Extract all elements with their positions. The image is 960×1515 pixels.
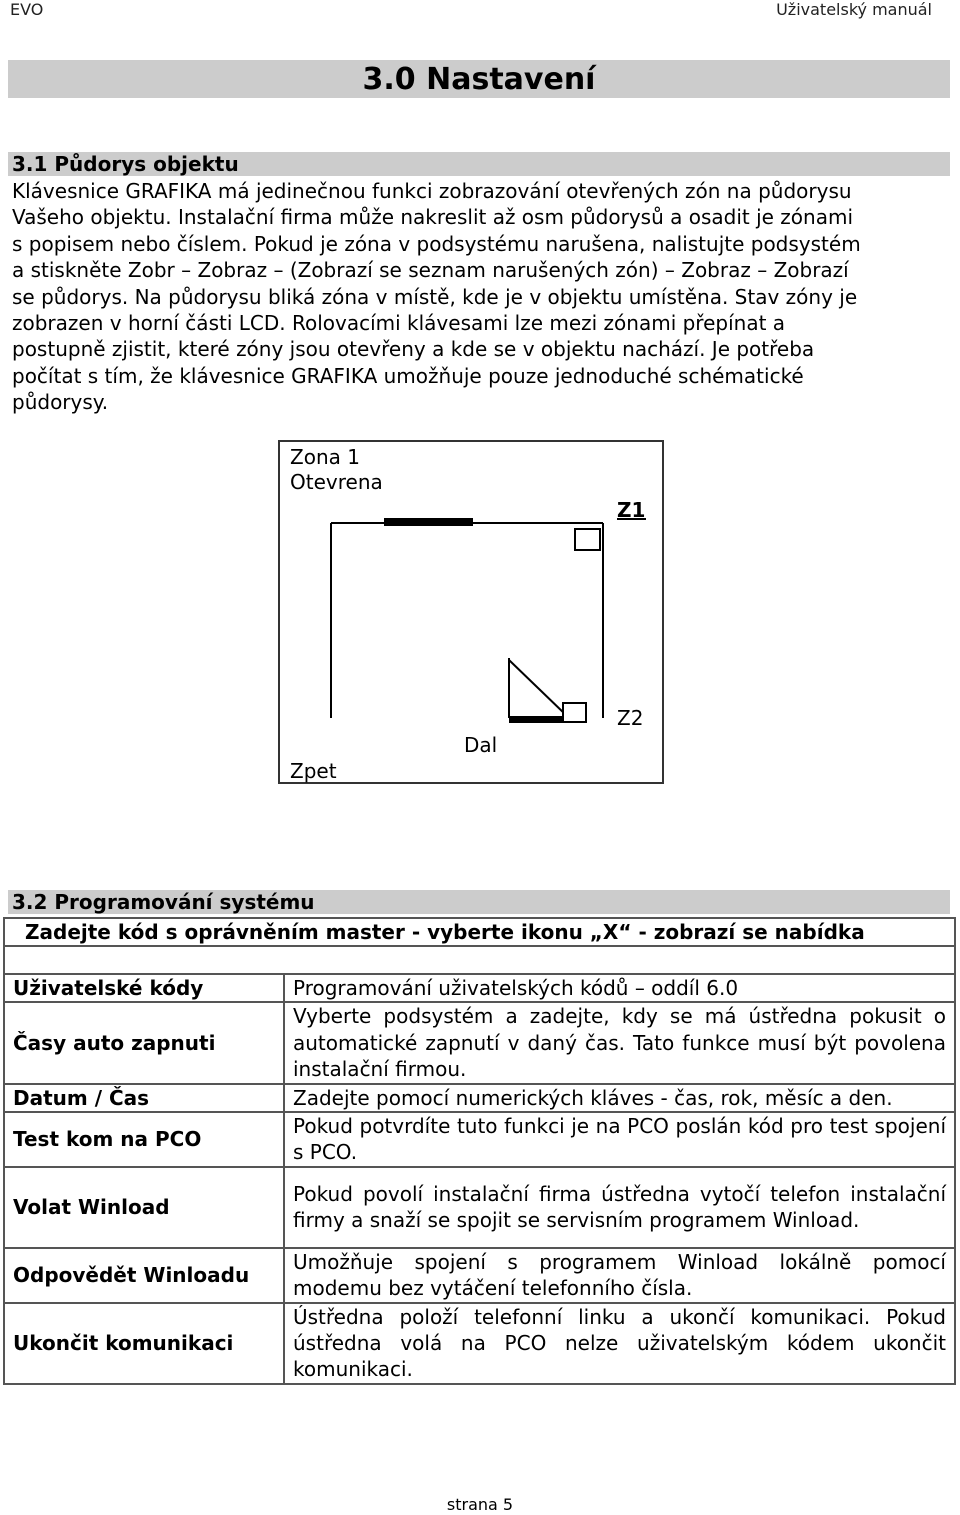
menu-item-name: Uživatelské kódy: [4, 974, 284, 1002]
menu-intro: [3, 917, 956, 973]
door-swing: [509, 660, 566, 715]
table-row: [4, 974, 955, 1002]
menu-item-name: Časy auto zapnuti: [4, 1002, 284, 1083]
zone-status-text: Otevrena: [290, 470, 383, 494]
table-row: [4, 1112, 955, 1167]
table-row: [4, 1084, 955, 1112]
menu-intro-text: Zadejte kód s oprávněním master - vyberte ikonu „X“ - zobrazí se nabídka: [5, 919, 954, 947]
paragraph-line: a stiskněte Zobr – Zobraz – (Zobrazí se seznam narušených zón) – Zobraz – Zobrazí: [12, 258, 849, 283]
paragraph-line: s popisem nebo číslem. Pokud je zóna v podsystému narušena, nalistujte podsystém: [12, 231, 861, 256]
menu-item-description: Programování uživatelských kódů – oddíl 6.0: [284, 974, 955, 1002]
header-right: Uživatelský manuál: [776, 0, 932, 19]
paragraph-line: zobrazen v horní části LCD. Rolovacími klávesami lze mezi zónami přepínat a: [12, 311, 786, 336]
window-marker: [384, 518, 473, 526]
back-softkey: Zpet: [290, 759, 337, 783]
next-softkey: Dal: [464, 733, 498, 757]
paragraph-line: postupně zjistit, které zóny jsou otevřeny a kde se v objektu nachází. Je potřeba: [12, 337, 815, 362]
menu-item-description: Pokud potvrdíte tuto funkci je na PCO poslán kód pro test spojení s PCO.: [284, 1112, 955, 1167]
page-title: 3.0 Nastavení: [8, 60, 950, 98]
page-number: strana 5: [446, 1495, 514, 1514]
menu-item-name: Test kom na PCO: [4, 1112, 284, 1167]
table-row: [4, 1303, 955, 1384]
paragraph-line: Klávesnice GRAFIKA má jedinečnou funkci zobrazování otevřených zón na půdorysu: [12, 179, 852, 203]
paragraph-line: půdorysy.: [12, 390, 109, 415]
paragraph-line: počítat s tím, že klávesnice GRAFIKA umožňuje pouze jednoduché schématické: [12, 363, 804, 388]
menu-item-description: Zadejte pomocí numerických kláves - čas, rok, měsíc a den.: [284, 1084, 955, 1112]
zone-z1-label: Z1: [617, 498, 646, 522]
table-row: [4, 1167, 955, 1248]
menu-item-description: Pokud povolí instalační firma ústředna vytočí telefon instalační firmy a snaží se spojit se servisním programem Winload.: [284, 1167, 955, 1248]
menu-table: [3, 973, 956, 1385]
zone-z2-box: [563, 703, 586, 722]
zone-z1-box: [575, 529, 600, 550]
zone-z2-label: Z2: [617, 706, 644, 730]
section-heading-2: 3.2 Programování systému: [12, 890, 315, 914]
menu-item-description: Umožňuje spojení s programem Winload lokálně pomocí modemu bez vytáčení telefonního čísla.: [284, 1248, 955, 1303]
menu-item-description: Vyberte podsystém a zadejte, kdy se má ústředna pokusit o automatické zapnutí v daný čas. Tato funkce musí být povolena instalační firmou.: [284, 1002, 955, 1083]
menu-item-description: Ústředna položí telefonní linku a ukončí komunikaci. Pokud ústředna volá na PCO nelze uživatelským kódem ukončit komunikaci.: [284, 1303, 955, 1384]
menu-item-name: Datum / Čas: [4, 1084, 284, 1112]
table-row: [4, 1248, 955, 1303]
header-left: EVO: [10, 0, 44, 19]
menu-item-name: Ukončit komunikaci: [4, 1303, 284, 1384]
section-heading-1: 3.1 Půdorys objektu: [12, 152, 239, 176]
menu-item-name: Odpovědět Winloadu: [4, 1248, 284, 1303]
table-row: [4, 1002, 955, 1083]
zone-name-text: Zona 1: [290, 445, 360, 469]
menu-item-name: Volat Winload: [4, 1167, 284, 1248]
paragraph-line: se půdorys. Na půdorysu bliká zóna v místě, kde je v objektu umístěna. Stav zóny je: [12, 284, 858, 309]
paragraph-line: Vašeho objektu. Instalační firma může nakreslit až osm půdorysů a osadit je zónami: [12, 205, 854, 230]
